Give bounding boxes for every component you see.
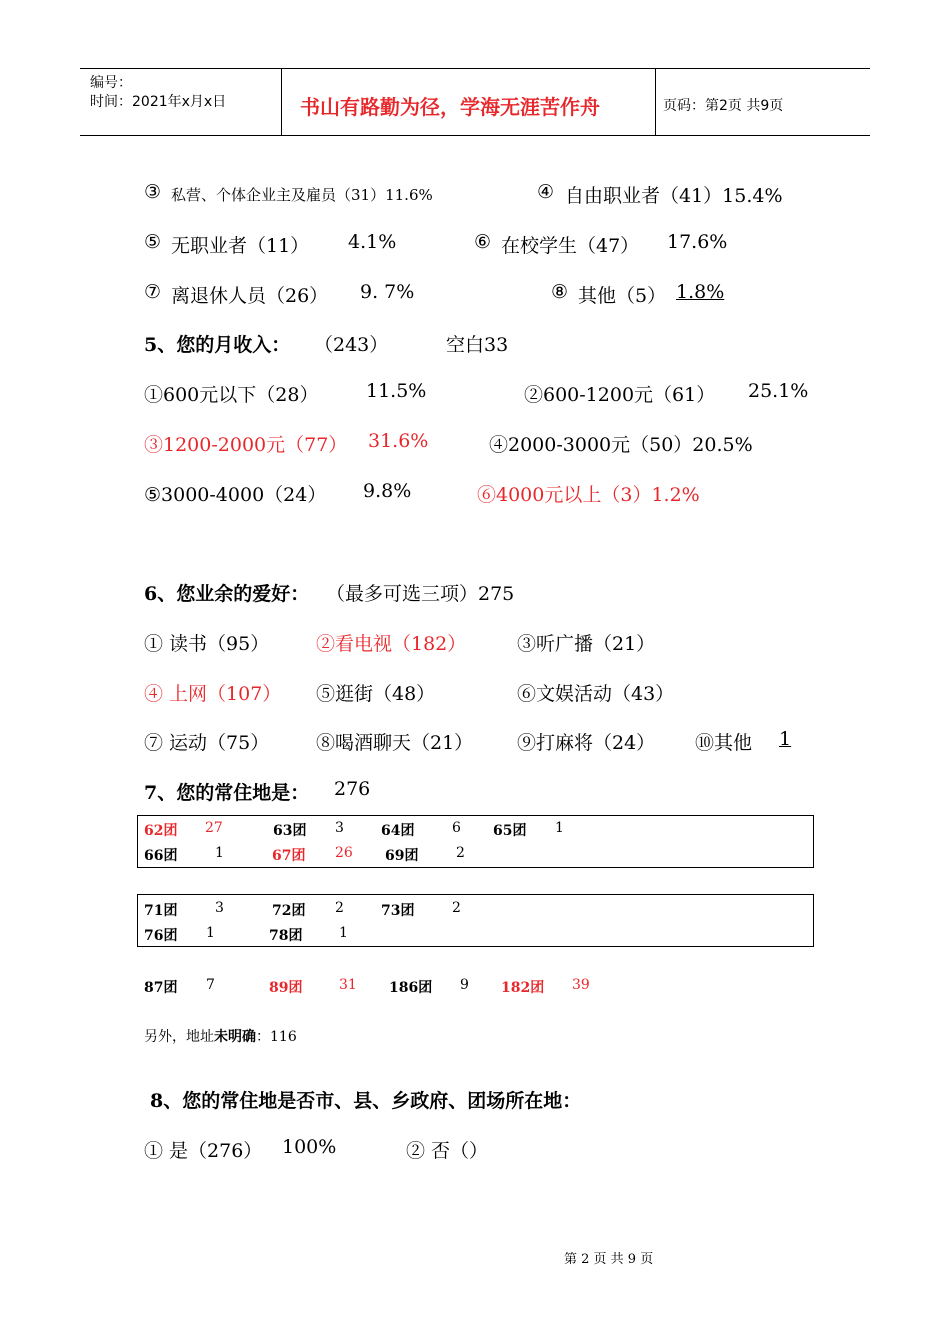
q4-option-unemployed: 无职业者（11） — [171, 235, 310, 257]
q4-option-private-owner: 私营、个体企业主及雇员（31）11.6% — [171, 186, 433, 204]
q5-count: （243） — [314, 334, 389, 356]
q4-option-freelancer: 自由职业者（41）15.4% — [565, 185, 783, 207]
residence-table-1-content — [144, 820, 794, 864]
regiment-count: 1 — [339, 925, 348, 941]
q6-option-other-count: 1 — [779, 728, 792, 750]
regiment-count: 1 — [206, 925, 215, 941]
regiment-label: 64团 — [381, 823, 415, 839]
q6-option-radio: ③听广播（21） — [517, 633, 656, 655]
q5-option-1-pct: 11.5% — [366, 380, 427, 402]
q6-option-other: ⑩其他 — [695, 732, 753, 754]
header-motto: 书山有路勤为径，学海无涯苦作舟 — [300, 95, 600, 119]
note-bold: 未明确 — [214, 1029, 256, 1045]
q6-option-reading: ① 读书（95） — [144, 633, 270, 655]
q5-option-3-pct: 31.6% — [368, 430, 429, 452]
q5-option-2: ②600-1200元（61） — [524, 384, 716, 406]
regiment-count: 31 — [339, 977, 357, 993]
q5-option-4: ④2000-3000元（50）20.5% — [489, 434, 753, 456]
regiment-count: 27 — [205, 820, 223, 836]
regiment-count: 2 — [452, 900, 461, 916]
regiment-count: 2 — [456, 845, 465, 861]
q4-option-retired-pct: 9. 7% — [360, 281, 415, 303]
regiment-count: 1 — [215, 845, 224, 861]
q6-option-mahjong: ⑨打麻将（24） — [517, 732, 656, 754]
q5-option-6: ⑥4000元以上（3）1.2% — [477, 484, 700, 506]
regiment-count: 26 — [335, 845, 353, 861]
regiment-label: 67团 — [272, 848, 306, 864]
regiment-label: 87团 — [144, 980, 178, 996]
header-page-info: 页码：第2页 共9页 — [663, 98, 784, 114]
unspecified-address-note — [144, 1026, 297, 1046]
option-mark: ⑥ — [474, 231, 492, 253]
regiment-label: 76团 — [144, 928, 178, 944]
note-suffix: ：116 — [256, 1029, 297, 1045]
q5-option-1: ①600元以下（28） — [144, 384, 319, 406]
note-prefix: 另外，地址 — [144, 1029, 214, 1045]
regiment-count: 7 — [206, 977, 215, 993]
q6-option-entertainment: ⑥文娱活动（43） — [517, 683, 675, 705]
option-mark: ⑤ — [144, 231, 162, 253]
option-mark: ⑧ — [551, 281, 569, 303]
option-mark: ③ — [144, 181, 162, 203]
q8-option-yes: ① 是（276） — [144, 1140, 263, 1162]
q6-option-tv: ②看电视（182） — [316, 633, 467, 655]
option-mark: ④ — [537, 181, 555, 203]
q4-option-retired: 离退休人员（26） — [171, 285, 329, 307]
regiment-count: 3 — [335, 820, 344, 836]
q4-option-students: 在校学生（47） — [501, 235, 640, 257]
q6-option-shopping: ⑤逛街（48） — [316, 683, 436, 705]
q6-note: （最多可选三项）275 — [326, 583, 515, 605]
regiment-count: 39 — [572, 977, 590, 993]
q8-title: 8、您的常住地是否市、县、乡政府、团场所在地： — [150, 1090, 582, 1112]
document-number-label: 编号： — [90, 75, 132, 91]
regiment-count: 6 — [452, 820, 461, 836]
regiment-count: 1 — [555, 820, 564, 836]
regiment-label: 89团 — [269, 980, 303, 996]
regiment-label: 78团 — [269, 928, 303, 944]
q5-option-3: ③1200-2000元（77） — [144, 434, 348, 456]
regiment-label: 69团 — [385, 848, 419, 864]
q6-title: 6、您业余的爱好： — [144, 583, 310, 605]
regiment-count: 2 — [335, 900, 344, 916]
q5-option-2-pct: 25.1% — [748, 380, 809, 402]
q4-option-other-pct: 1.8% — [676, 281, 725, 303]
q5-option-5: ⑤3000-4000（24） — [144, 484, 327, 506]
regiment-label: 66团 — [144, 848, 178, 864]
regiment-count: 3 — [215, 900, 224, 916]
page-footer: 第 2 页 共 9 页 — [564, 1252, 654, 1267]
q8-option-no: ② 否（） — [406, 1140, 489, 1162]
q4-option-unemployed-pct: 4.1% — [348, 231, 397, 253]
q5-title: 5、您的月收入： — [144, 334, 291, 356]
regiment-label: 65团 — [493, 823, 527, 839]
q4-option-other: 其他（5） — [578, 285, 667, 307]
q6-option-internet: ④ 上网（107） — [144, 683, 282, 705]
document-time-label: 时间：2021年x月x日 — [90, 94, 227, 110]
regiment-count: 9 — [460, 977, 469, 993]
regiment-label: 63团 — [273, 823, 307, 839]
q8-option-yes-pct: 100% — [282, 1136, 337, 1158]
regiment-label: 72团 — [272, 903, 306, 919]
residence-table-2-content — [144, 900, 794, 944]
regiment-label: 186团 — [389, 980, 433, 996]
regiment-label: 71团 — [144, 903, 178, 919]
q6-option-drinking: ⑧喝酒聊天（21） — [316, 732, 474, 754]
regiment-label: 73团 — [381, 903, 415, 919]
q5-option-5-pct: 9.8% — [363, 480, 412, 502]
regiment-label: 62团 — [144, 823, 178, 839]
q7-count: 276 — [334, 778, 371, 800]
q4-option-students-pct: 17.6% — [667, 231, 728, 253]
residence-loose-row — [144, 977, 794, 997]
regiment-label: 182团 — [501, 980, 545, 996]
q5-blank: 空白33 — [446, 334, 509, 356]
q7-title: 7、您的常住地是： — [144, 782, 310, 804]
option-mark: ⑦ — [144, 281, 162, 303]
q6-option-sports: ⑦ 运动（75） — [144, 732, 270, 754]
